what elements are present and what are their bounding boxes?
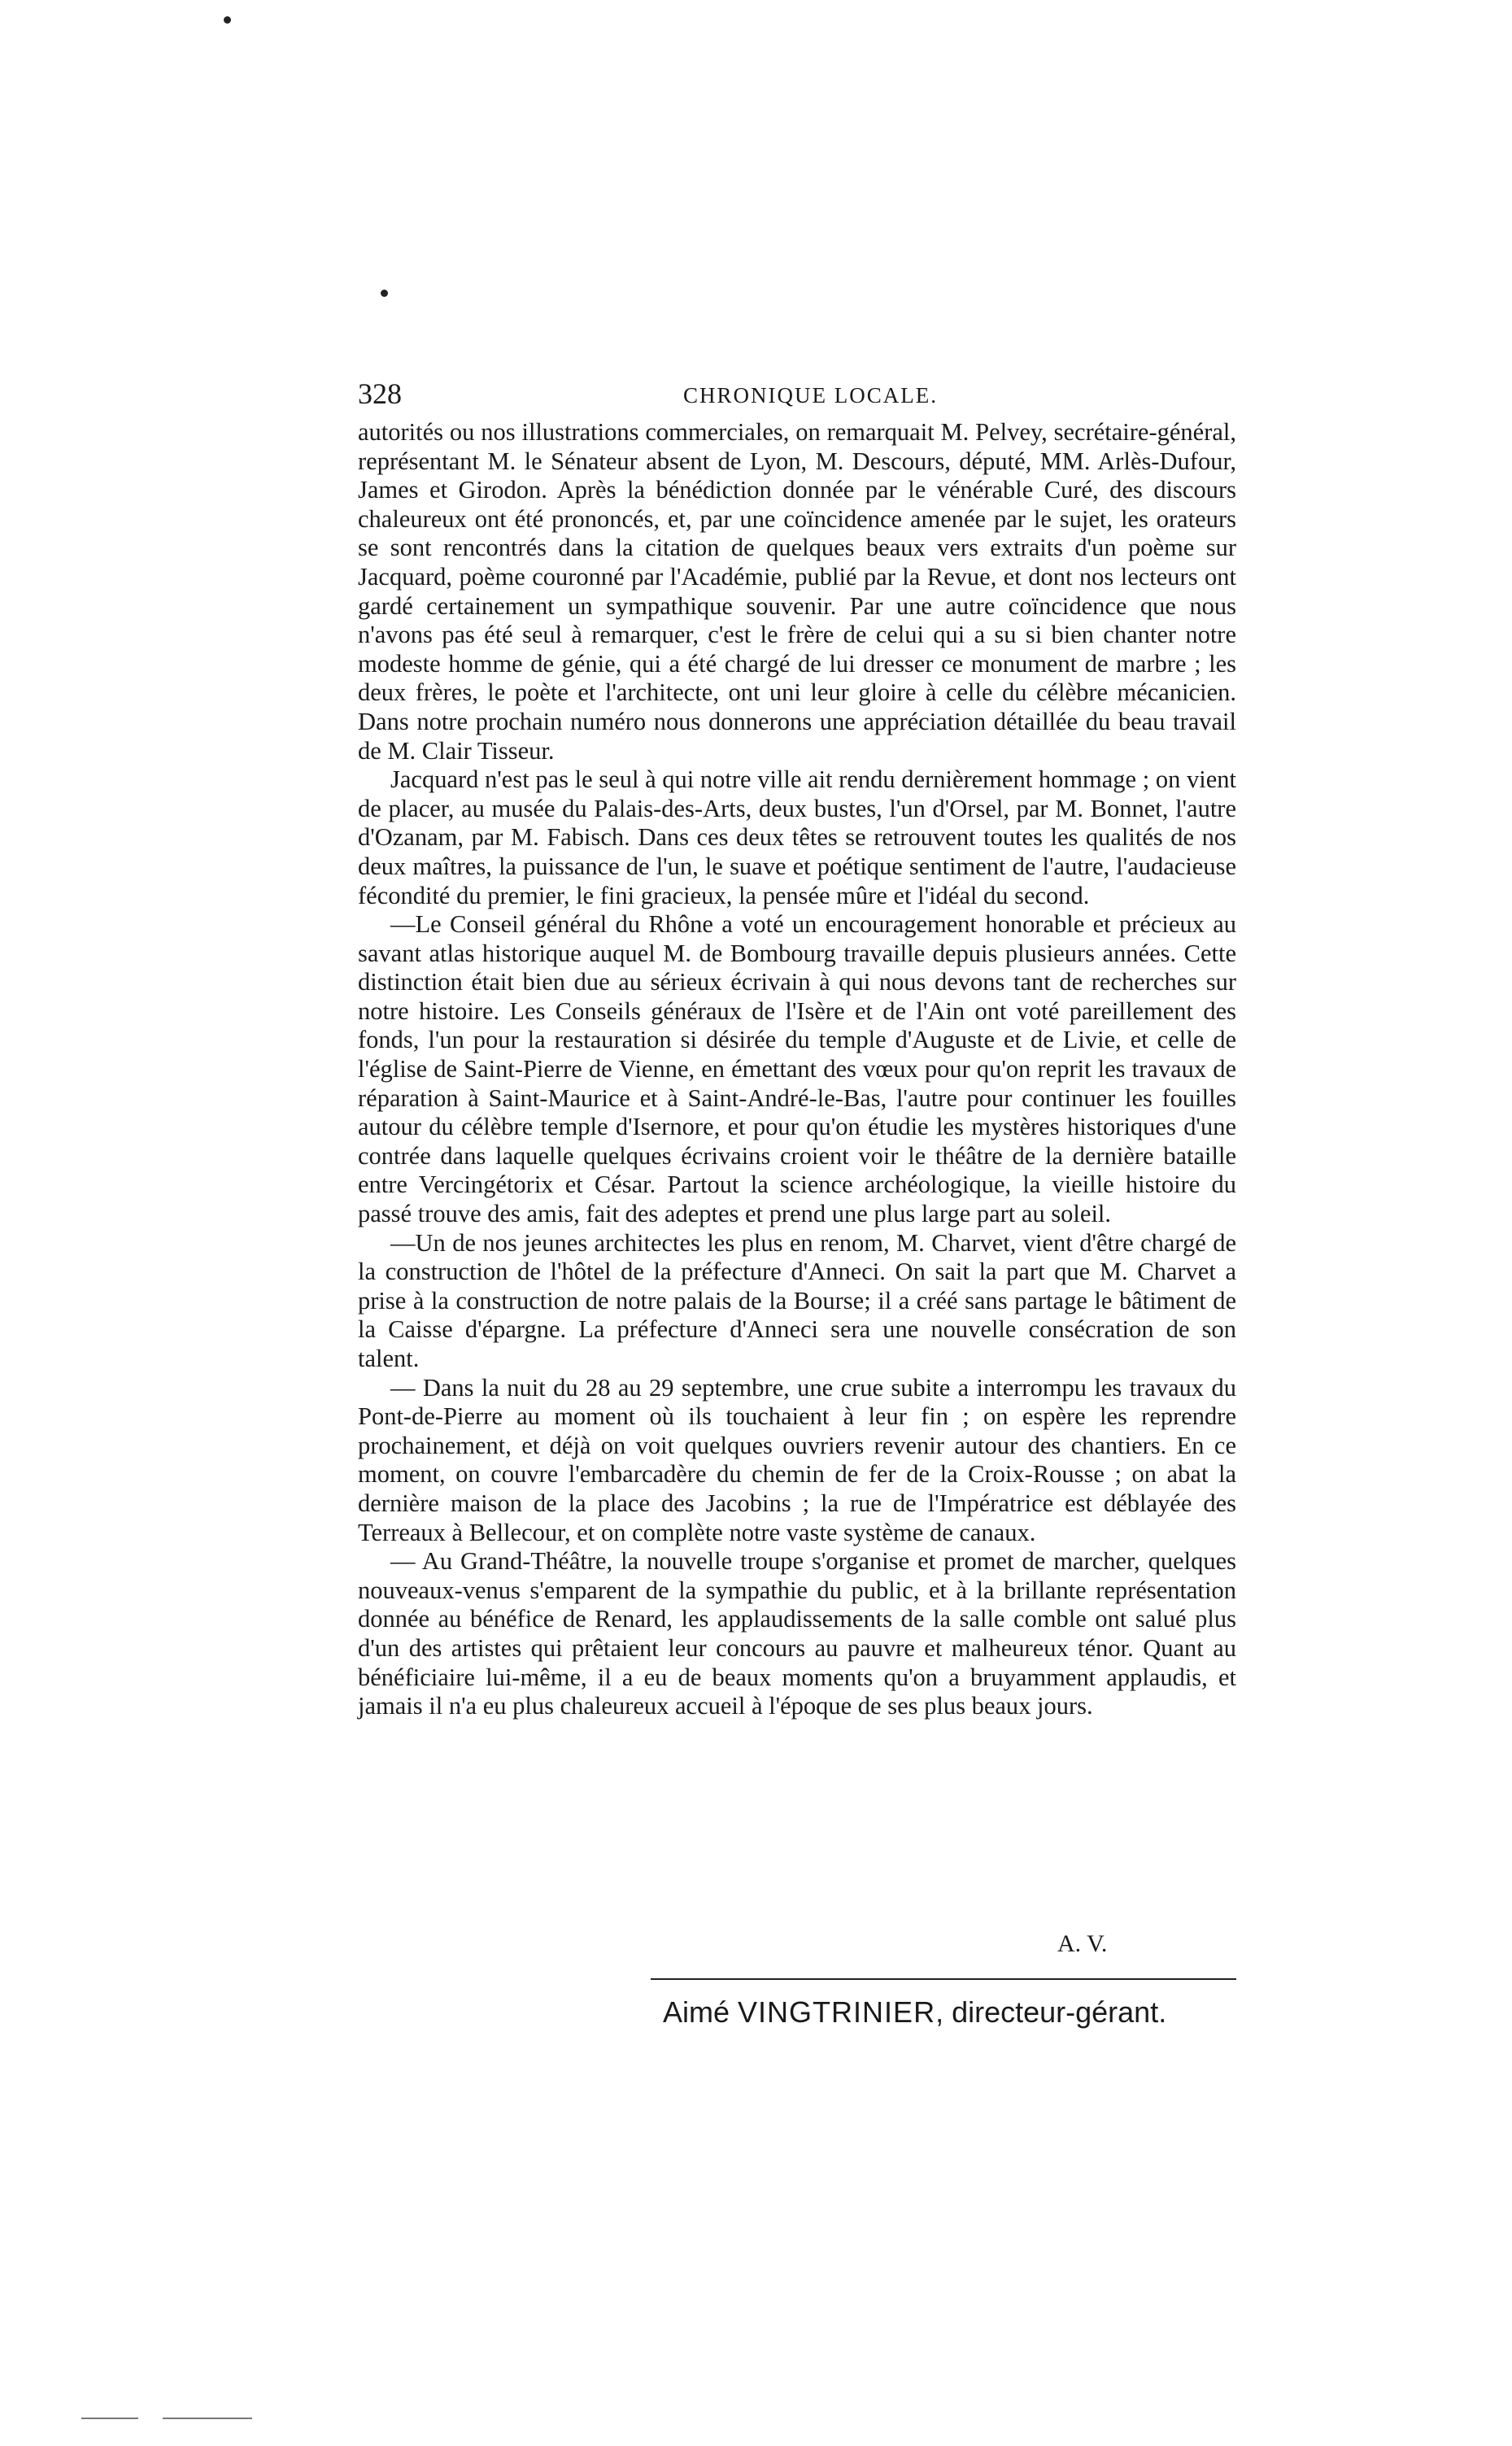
publisher-first-name: Aimé	[663, 1995, 730, 2029]
publisher-last-name: VINGTRINIER	[738, 1995, 936, 2029]
paragraph: — Dans la nuit du 28 au 29 septembre, une crue subite a interrompu les travaux du Pont-de-Pierre au moment où ils touchaient à leur fin ; on espère les reprendre prochainement, et déjà on voit quelques ouvriers revenir autour des chantiers. En ce moment, on couvre l'embarcadère du chemin de fer de la Croix-Rousse ; on abat la dernière maison de la place des Jacobins ; la rue de l'Impératrice est déblayée des Terreaux à Bellecour, et on complète notre vaste système de canaux.	[358, 1373, 1236, 1546]
paragraph: autorités ou nos illustrations commerciales, on remarquait M. Pelvey, secrétaire-général, représentant M. le Sénateur absent de Lyon, M. Descours, député, MM. Arlès-Dufour, James et Girodon. Après la bénédiction donnée par le vénérable Curé, des discours chaleureux ont été prononcés, et, par une coïncidence amenée par le sujet, les orateurs se sont rencontrés dans la citation de quelques beaux vers extraits d'un poème sur Jacquard, poème couronné par l'Académie, publié par la Revue, et dont nos lecteurs ont gardé certainement un sympathique souvenir. Par une autre coïncidence que nous n'avons pas été seul à remarquer, c'est le frère de celui qui a su si bien chanter notre modeste homme de génie, qui a été chargé de lui dresser ce monument de marbre ; les deux frères, le poète et l'architecte, ont uni leur gloire à celle du célèbre mécanicien. Dans notre prochain numéro nous donnerons une appréciation détaillée du beau travail de M. Clair Tisseur.	[358, 418, 1236, 765]
page-number: 328	[358, 377, 402, 410]
paragraph: — Au Grand-Théâtre, la nouvelle troupe s'organise et promet de marcher, quelques nouveaux-venus s'emparent de la sympathie du public, et à la brillante représentation donnée au bénéfice de Renard, les applaudissements de la salle comble ont salué plus d'un des artistes qui prêtaient leur concours au pauvre et malheureux ténor. Quant au bénéficiaire lui-même, il a eu de beaux moments qu'on a bruyamment applaudis, et jamais il n'a eu plus chaleureux accueil à l'époque de ses plus beaux jours.	[358, 1547, 1236, 1720]
author-initials: A. V.	[1057, 1930, 1108, 1957]
paragraph: Jacquard n'est pas le seul à qui notre ville ait rendu dernièrement hommage ; on vient de placer, au musée du Palais-des-Arts, deux bustes, l'un d'Orsel, par M. Bonnet, l'autre d'Ozanam, par M. Fabisch. Dans ces deux têtes se retrouvent toutes les qualités de nos deux maîtres, la puissance de l'un, le suave et poétique sentiment de l'autre, l'audacieuse fécondité du premier, le fini gracieux, la pensée mûre et l'idéal du second.	[358, 765, 1236, 909]
scan-speck	[224, 16, 231, 24]
paragraph: —Le Conseil général du Rhône a voté un encouragement honorable et précieux au savant atlas historique auquel M. de Bombourg travaille depuis plusieurs années. Cette distinction était bien due au sérieux écrivain à qui nous devons tant de recherches sur notre histoire. Les Conseils généraux de l'Isère et de l'Ain ont voté pareillement des fonds, l'un pour la restauration si désirée du temple d'Auguste et de Livie, et celle de l'église de Saint-Pierre de Vienne, en émettant des vœux pour qu'on reprit les travaux de réparation à Saint-Maurice et à Saint-André-le-Bas, l'autre pour continuer les fouilles autour du célèbre temple d'Isernore, et pour qu'on étudie les mystères historiques d'une contrée dans laquelle quelques écrivains croient voir le théâtre de la dernière bataille entre Vercingétorix et César. Partout la science archéologique, la vieille histoire du passé trouve des amis, fait des adeptes et prend une plus large part au soleil.	[358, 910, 1236, 1228]
scan-edge-mark	[163, 2418, 252, 2419]
publisher-title: , directeur-gérant.	[935, 1995, 1167, 2029]
scan-edge-mark	[81, 2418, 138, 2419]
running-title: CHRONIQUE LOCALE.	[683, 383, 938, 408]
scan-speck	[381, 290, 388, 297]
article-body	[358, 418, 1236, 1721]
page-header	[358, 376, 1236, 412]
publisher-line	[663, 1995, 1166, 2030]
footer-rule	[651, 1978, 1236, 1980]
paragraph: —Un de nos jeunes architectes les plus en renom, M. Charvet, vient d'être chargé de la construction de l'hôtel de la préfecture d'Anneci. On sait la part que M. Charvet a prise à la construction de notre palais de la Bourse; il a créé sans partage le bâtiment de la Caisse d'épargne. La préfecture d'Anneci sera une nouvelle consécration de son talent.	[358, 1228, 1236, 1372]
